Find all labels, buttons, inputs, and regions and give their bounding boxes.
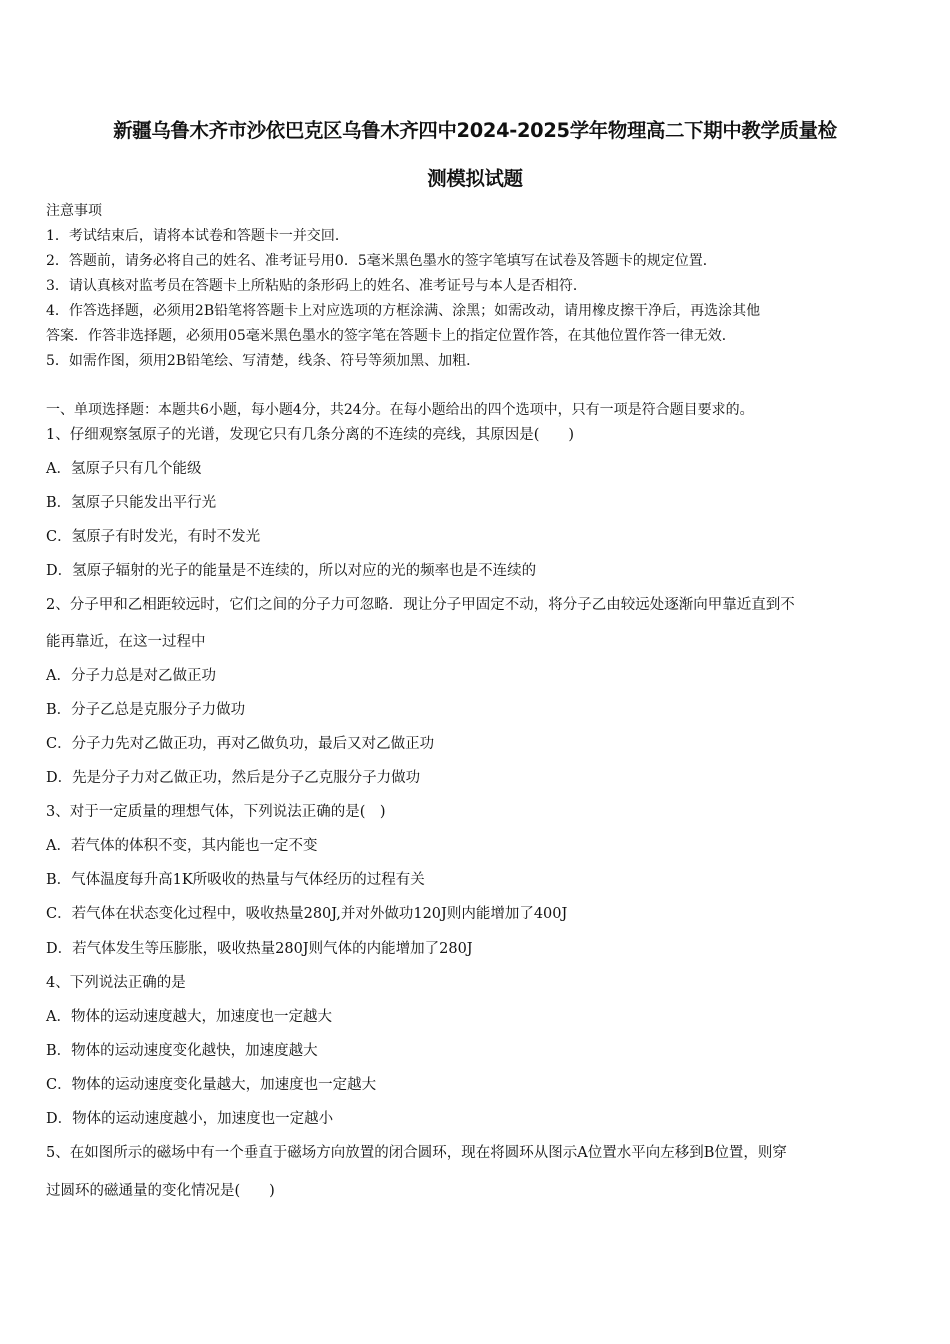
- question-5-stem-line-1: 5、在如图所示的磁场中有一个垂直于磁场方向放置的闭合圆环，现在将圆环从图示A位置水平向左移到B位置，则穿: [46, 1145, 787, 1161]
- question-4-option-b: B．物体的运动速度变化越快，加速度越大: [46, 1043, 318, 1059]
- question-1-option-a: A．氢原子只有几个能级: [46, 461, 202, 477]
- question-5-stem-line-2: 过圆环的磁通量的变化情况是( ): [46, 1183, 275, 1199]
- question-2-stem-line-2: 能再靠近，在这一过程中: [46, 634, 206, 650]
- exam-title-line-1: 新疆乌鲁木齐市沙依巴克区乌鲁木齐四中2024-2025学年物理高二下期中教学质量检: [113, 119, 837, 142]
- question-3-stem: 3、对于一定质量的理想气体，下列说法正确的是( ): [46, 804, 386, 820]
- question-3-option-c: C．若气体在状态变化过程中，吸收热量280J,并对外做功120J则内能增加了400J: [46, 906, 568, 922]
- question-1-option-d: D．氢原子辐射的光子的能量是不连续的，所以对应的光的频率也是不连续的: [46, 563, 537, 579]
- question-4-option-a: A．物体的运动速度越大，加速度也一定越大: [46, 1009, 332, 1025]
- question-1-option-b: B．氢原子只能发出平行光: [46, 495, 217, 511]
- exam-title-line-2: 测模拟试题: [427, 167, 523, 190]
- notice-item: 答案．作答非选择题，必须用05毫米黑色墨水的签字笔在答题卡上的指定位置作答，在其他位置作答一律无效．: [46, 328, 736, 344]
- question-2-stem-line-1: 2、分子甲和乙相距较远时，它们之间的分子力可忽略．现让分子甲固定不动，将分子乙由较远处逐渐向甲靠近直到不: [46, 597, 795, 613]
- notice-heading: 注意事项: [46, 203, 102, 219]
- question-2-option-b: B．分子乙总是克服分子力做功: [46, 702, 246, 718]
- question-4-option-c: C．物体的运动速度变化量越大，加速度也一定越大: [46, 1077, 377, 1093]
- question-3-option-d: D．若气体发生等压膨胀，吸收热量280J则气体的内能增加了280J: [46, 941, 473, 957]
- question-2-option-a: A．分子力总是对乙做正功: [46, 668, 216, 684]
- question-4-option-d: D．物体的运动速度越小，加速度也一定越小: [46, 1111, 334, 1127]
- notice-item: 3．请认真核对监考员在答题卡上所粘贴的条形码上的姓名、准考证号与本人是否相符．: [46, 278, 587, 294]
- question-4-stem: 4、下列说法正确的是: [46, 975, 186, 991]
- notice-item: 1．考试结束后，请将本试卷和答题卡一并交回．: [46, 228, 349, 244]
- question-3-option-b: B．气体温度每升高1K所吸收的热量与气体经历的过程有关: [46, 872, 425, 888]
- question-1-option-c: C．氢原子有时发光，有时不发光: [46, 529, 261, 545]
- notice-item: 2．答题前，请务必将自己的姓名、准考证号用0．5毫米黑色墨水的签字笔填写在试卷及答题卡的规定位置．: [46, 253, 717, 269]
- question-3-option-a: A．若气体的体积不变，其内能也一定不变: [46, 838, 318, 854]
- notice-item: 4．作答选择题，必须用2B铅笔将答题卡上对应选项的方框涂满、涂黑；如需改动，请用橡皮擦干净后，再选涂其他: [46, 303, 761, 319]
- notice-item: 5．如需作图，须用2B铅笔绘、写清楚，线条、符号等须加黑、加粗．: [46, 353, 481, 369]
- question-2-option-d: D．先是分子力对乙做正功，然后是分子乙克服分子力做功: [46, 770, 421, 786]
- question-2-option-c: C．分子力先对乙做正功，再对乙做负功，最后又对乙做正功: [46, 736, 435, 752]
- section-heading: 一、单项选择题：本题共6小题，每小题4分，共24分。在每小题给出的四个选项中，只有一项是符合题目要求的。: [46, 402, 754, 418]
- question-1-stem: 1、仔细观察氢原子的光谱，发现它只有几条分离的不连续的亮线，其原因是( ): [46, 427, 575, 443]
